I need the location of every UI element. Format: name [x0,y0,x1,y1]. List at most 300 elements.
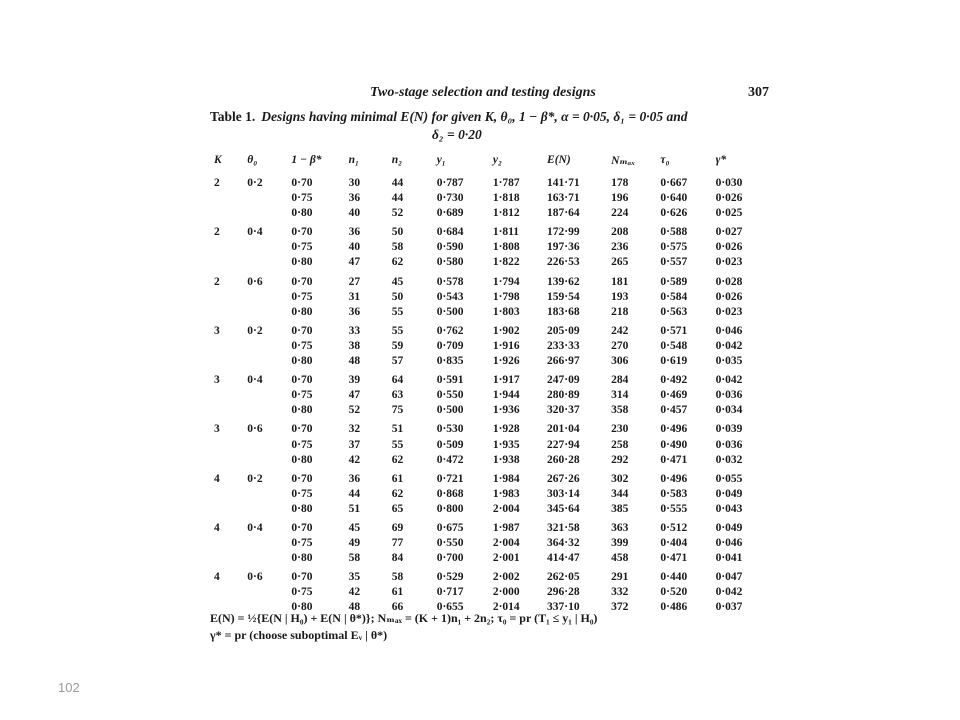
table-cell: 233·33 [547,339,580,352]
cell-theta0 [247,487,291,502]
table-cell: 0·027 [715,226,743,239]
table-cell: 172·99 [547,226,580,239]
table-cell: 0·75 [291,438,313,451]
table-row [214,502,765,517]
table-cell: 0·667 [660,177,688,189]
table-row [214,403,765,418]
table-cell: 0·80 [291,601,313,614]
table-cell: 0·70 [291,472,313,485]
cell-k [214,438,247,453]
table-cell: 0·530 [436,423,464,436]
table-cell: 303·14 [547,487,580,500]
table-cell: 0·046 [715,324,743,337]
table-cell: 32 [348,423,361,436]
table-cell: 36 [348,192,361,205]
table-cell: 0·588 [660,226,688,239]
table-cell: 332 [611,586,629,599]
table-cell: 364·32 [547,537,580,550]
table-cell: 66 [391,601,404,614]
cell-k [214,453,247,468]
table-cell: 64 [391,374,404,387]
table-row [214,176,765,191]
table-cell: 0·70 [291,521,313,534]
table-cell: 0·557 [660,256,688,269]
table-cell: 0·500 [436,305,464,318]
table-cell: 139·62 [547,275,580,288]
table-cell: 1·926 [492,355,520,368]
table-cell: 0·589 [660,275,688,288]
table-cell: 33 [348,324,361,337]
table-cell: 75 [391,404,404,417]
cell-theta0: 0·4 [247,521,263,534]
table-cell: 0·80 [291,502,313,515]
table-cell: 0·529 [436,571,464,584]
table-cell: 178 [611,177,629,189]
table-cell: 0·80 [291,453,313,466]
table-row [214,320,765,339]
cell-k [214,255,247,270]
table-cell: 0·563 [660,305,688,318]
table-cell: 267·26 [547,472,580,485]
table-cell: 0·023 [715,256,743,269]
cell-theta0 [247,354,291,369]
cell-theta0 [247,206,291,221]
cell-k [214,487,247,502]
table-cell: 236 [611,241,629,254]
table-cell: 0·036 [715,389,743,402]
table-cell: 0·037 [715,601,743,614]
cell-theta0 [247,536,291,551]
table-cell: 1·808 [492,241,520,254]
cell-k: 4 [214,571,220,584]
table-cell: 0·868 [436,487,464,500]
table-cell: 242 [611,324,629,337]
table-cell: 1·917 [492,374,520,387]
cell-theta0 [247,388,291,403]
table-cell: 50 [391,290,404,303]
table-cell: 344 [611,487,629,500]
cell-theta0: 0·2 [247,177,263,189]
column-header: n₂ [391,154,403,166]
table-cell: 58 [391,241,404,254]
table-cell: 1·984 [492,472,520,485]
table-cell: 0·709 [436,339,464,352]
table-cell: 205·09 [547,324,580,337]
table-cell: 0·028 [715,275,743,288]
table-cell: 77 [391,537,404,550]
table-cell: 458 [611,552,629,565]
table-cell: 208 [611,226,629,239]
table-row [214,354,765,369]
table-cell: 59 [391,339,404,352]
table-row [214,271,765,290]
cell-k [214,191,247,206]
table-cell: 0·70 [291,571,313,584]
table-cell: 0·042 [715,339,743,352]
table-cell: 61 [391,472,404,485]
table-cell: 0·590 [436,241,464,254]
table-cell: 2·014 [492,601,520,614]
table-cell: 1·935 [492,438,520,451]
table-cell: 0·041 [715,552,743,565]
table-cell: 0·035 [715,355,743,368]
table-cell: 227·94 [547,438,580,451]
table-cell: 62 [391,487,404,500]
table-cell: 0·762 [436,324,464,337]
footnote-line: γ* = pr (choose suboptimal Eᵥ | θ*) [210,628,388,642]
cell-k [214,551,247,566]
table-cell: 0·580 [436,256,464,269]
table-cell: 0·70 [291,275,313,288]
table-cell: 0·023 [715,305,743,318]
table-cell: 0·039 [715,423,743,436]
table-cell: 0·550 [436,537,464,550]
table-cell: 0·049 [715,521,743,534]
table-cell: 363 [611,521,629,534]
table-cell: 0·75 [291,389,313,402]
cell-k [214,502,247,517]
table-row [214,418,765,437]
cell-k [214,305,247,320]
table-cell: 30 [348,177,361,189]
table-cell: 47 [348,389,361,402]
table-cell: 0·787 [436,177,464,189]
table-cell: 0·500 [436,404,464,417]
running-header [200,85,775,105]
table-cell: 0·457 [660,404,688,417]
table-cell: 0·80 [291,355,313,368]
table-caption [210,108,810,126]
table-cell: 0·026 [715,192,743,205]
table-cell: 61 [391,586,404,599]
cell-theta0 [247,339,291,354]
table-cell: 35 [348,571,361,584]
table-cell: 0·032 [715,453,743,466]
table-cell: 42 [348,453,361,466]
table-cell: 372 [611,601,629,614]
table-row [214,585,765,600]
running-title: Two-stage selection and testing designs [370,85,596,100]
table-cell: 265 [611,256,629,269]
table-cell: 196 [611,192,629,205]
table-cell: 1·938 [492,453,520,466]
cell-theta0: 0·4 [247,226,263,239]
table-cell: 0·030 [715,177,743,189]
table-cell: 0·543 [436,290,464,303]
table-cell: 47 [348,256,361,269]
table-cell: 0·496 [660,423,688,436]
table-cell: 0·800 [436,502,464,515]
cell-k: 3 [214,374,220,387]
table-cell: 1·902 [492,324,520,337]
cell-k [214,240,247,255]
table-cell: 0·486 [660,601,688,614]
table-cell: 306 [611,355,629,368]
table-cell: 40 [348,241,361,254]
table-cell: 0·640 [660,192,688,205]
cell-theta0: 0·2 [247,324,263,337]
table-cell: 141·71 [547,177,580,189]
column-header: τ₀ [660,154,670,166]
table-cell: 0·80 [291,552,313,565]
table-cell: 57 [391,355,404,368]
footnote-line: E(N) = ½{E(N | H₀) + E(N | θ*)}; Nₘₐₓ = (K + 1)n₁ + 2n₂; τ₀ = pr (T₁ ≤ y₁ | H₀) [210,611,598,625]
table-cell: 1·812 [492,207,520,220]
cell-k [214,290,247,305]
table-cell: 0·730 [436,192,464,205]
table-cell: 0·583 [660,487,688,500]
table-row [214,369,765,388]
table-cell: 1·798 [492,290,520,303]
table-cell: 1·811 [492,226,520,239]
table-cell: 1·944 [492,389,520,402]
table-cell: 0·471 [660,552,688,565]
table-cell: 0·404 [660,537,688,550]
column-header: γ* [715,154,727,166]
table-cell: 0·75 [291,241,313,254]
table-cell: 62 [391,453,404,466]
table-cell: 0·689 [436,207,464,220]
table-cell: 0·550 [436,389,464,402]
table-body [214,176,765,616]
table-cell: 0·049 [715,487,743,500]
table-cell: 0·619 [660,355,688,368]
table-cell: 260·28 [547,453,580,466]
table-cell: 181 [611,275,629,288]
table-cell: 358 [611,404,629,417]
cell-k [214,585,247,600]
table-cell: 193 [611,290,629,303]
table-cell: 314 [611,389,629,402]
table-cell: 1·983 [492,487,520,500]
table-cell: 0·571 [660,324,688,337]
table-cell: 0·555 [660,502,688,515]
table-cell: 0·512 [660,521,688,534]
table-cell: 0·75 [291,192,313,205]
table-cell: 247·09 [547,374,580,387]
table-cell: 50 [391,226,404,239]
table-cell: 45 [348,521,361,534]
table-cell: 0·584 [660,290,688,303]
table-cell: 63 [391,389,404,402]
table-cell: 0·75 [291,290,313,303]
table-row [214,566,765,585]
table-cell: 226·53 [547,256,580,269]
table-cell: 2·002 [492,571,520,584]
cell-k: 2 [214,177,220,189]
table-cell: 0·626 [660,207,688,220]
table-cell: 0·042 [715,374,743,387]
table-cell: 2·000 [492,586,520,599]
table-cell: 40 [348,207,361,220]
table-cell: 51 [348,502,361,515]
table-cell: 44 [348,487,361,500]
table-cell: 0·675 [436,521,464,534]
table-cell: 42 [348,586,361,599]
table-cell: 55 [391,324,404,337]
table-row [214,290,765,305]
table-cell: 337·10 [547,601,580,614]
table-cell: 0·70 [291,374,313,387]
designs-table [214,153,765,616]
table-cell: 0·472 [436,453,464,466]
table-row [214,536,765,551]
table-cell: 51 [391,423,404,436]
table-cell: 2·001 [492,552,520,565]
table-cell: 1·794 [492,275,520,288]
cell-theta0: 0·2 [247,472,263,485]
table-cell: 0·655 [436,601,464,614]
table-cell: 0·578 [436,275,464,288]
table-cell: 320·37 [547,404,580,417]
cell-theta0 [247,453,291,468]
cell-theta0 [247,240,291,255]
table-footnote [210,610,597,644]
table-row [214,438,765,453]
table-cell: 55 [391,305,404,318]
cell-theta0 [247,585,291,600]
table-cell: 399 [611,537,629,550]
cell-k: 3 [214,423,220,436]
table-cell: 38 [348,339,361,352]
table-cell: 1·916 [492,339,520,352]
table-cell: 385 [611,502,629,515]
table-row [214,453,765,468]
table-row [214,487,765,502]
table-cell: 266·97 [547,355,580,368]
table-cell: 36 [348,226,361,239]
table-row [214,255,765,270]
table-cell: 49 [348,537,361,550]
table-cell: 280·89 [547,389,580,402]
cell-theta0 [247,438,291,453]
cell-theta0 [247,290,291,305]
table-cell: 0·025 [715,207,743,220]
table-cell: 0·440 [660,571,688,584]
table-cell: 262·05 [547,571,580,584]
table-cell: 37 [348,438,361,451]
table-cell: 0·471 [660,453,688,466]
table-cell: 44 [391,192,404,205]
table-cell: 0·700 [436,552,464,565]
table-cell: 218 [611,305,629,318]
table-cell: 0·055 [715,472,743,485]
cell-theta0: 0·6 [247,275,263,288]
table-cell: 2·004 [492,502,520,515]
table-cell: 44 [391,177,404,189]
table-cell: 292 [611,453,629,466]
table-row [214,221,765,240]
table-cell: 258 [611,438,629,451]
table-cell: 36 [348,305,361,318]
table-cell: 0·80 [291,404,313,417]
column-header: E(N) [547,154,571,166]
table-caption-line2: δ₂ = 0·20 [432,127,482,142]
table-row [214,240,765,255]
table-cell: 39 [348,374,361,387]
cell-k: 4 [214,521,220,534]
table-cell: 58 [391,571,404,584]
table-cell: 1·787 [492,177,520,189]
table-cell: 0·042 [715,586,743,599]
table-cell: 0·75 [291,339,313,352]
table-cell: 296·28 [547,586,580,599]
table-cell: 69 [391,521,404,534]
cell-k [214,354,247,369]
table-cell: 0·70 [291,177,313,189]
table-cell: 0·046 [715,537,743,550]
table-cell: 0·721 [436,472,464,485]
table-cell: 183·68 [547,305,580,318]
table-cell: 0·70 [291,423,313,436]
cell-theta0 [247,403,291,418]
cell-k: 2 [214,275,220,288]
table-row [214,191,765,206]
table-cell: 0·490 [660,438,688,451]
table-header-row [214,153,765,176]
table-cell: 163·71 [547,192,580,205]
table-cell: 159·54 [547,290,580,303]
cell-k [214,536,247,551]
cell-theta0: 0·6 [247,571,263,584]
table-cell: 31 [348,290,361,303]
table-cell: 0·80 [291,305,313,318]
table-cell: 224 [611,207,629,220]
table-cell: 0·036 [715,438,743,451]
table-cell: 0·496 [660,472,688,485]
column-header: θ₀ [247,154,258,166]
table-cell: 197·36 [547,241,580,254]
table-cell: 0·520 [660,586,688,599]
table-cell: 2·004 [492,537,520,550]
scanned-page [200,75,769,655]
table-cell: 0·047 [715,571,743,584]
cell-theta0 [247,191,291,206]
cell-theta0 [247,255,291,270]
table-cell: 65 [391,502,404,515]
table-cell: 1·987 [492,521,520,534]
table-row [214,206,765,221]
table-cell: 0·548 [660,339,688,352]
table-row [214,339,765,354]
table-cell: 230 [611,423,629,436]
table-cell: 0·70 [291,226,313,239]
table-cell: 0·717 [436,586,464,599]
table-cell: 0·835 [436,355,464,368]
table-caption-text: Designs having minimal E(N) for given K, θ₀, 1 − β*, α = 0·05, δ₁ = 0·05 and [261,109,688,124]
page-number: 307 [748,85,769,100]
slide-number: 102 [58,680,80,695]
table-cell: 0·70 [291,324,313,337]
table-cell: 45 [391,275,404,288]
table-cell: 62 [391,256,404,269]
table-row [214,388,765,403]
table-cell: 270 [611,339,629,352]
table-cell: 84 [391,552,404,565]
table-cell: 52 [348,404,361,417]
table-cell: 0·034 [715,404,743,417]
table-cell: 1·818 [492,192,520,205]
table-cell: 27 [348,275,361,288]
table-cell: 0·75 [291,537,313,550]
table-cell: 414·47 [547,552,580,565]
table-row [214,517,765,536]
table-cell: 58 [348,552,361,565]
column-header: y₁ [436,154,446,166]
table-cell: 0·469 [660,389,688,402]
cell-k: 3 [214,324,220,337]
table-cell: 0·684 [436,226,464,239]
